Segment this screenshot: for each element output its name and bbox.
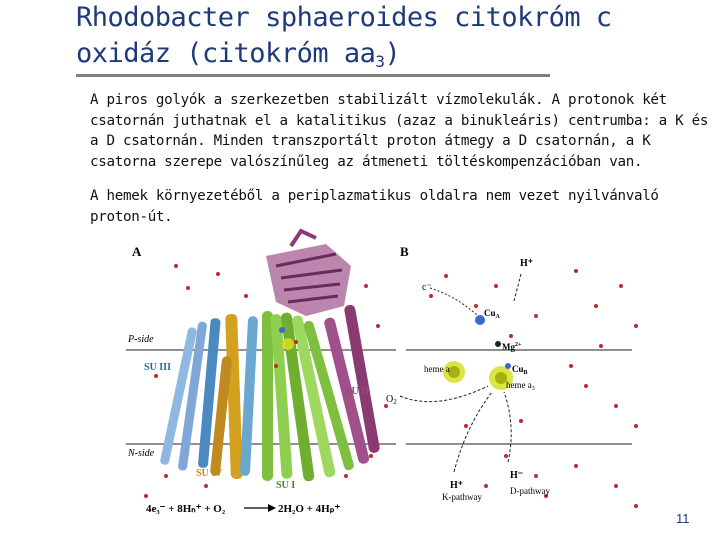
h-minus-d-label: H⁻: [510, 470, 524, 481]
h-plus-k-label: H⁺: [450, 480, 464, 491]
su3-label: SU III: [144, 362, 171, 373]
heme-a3-label: heme $a_3$: [506, 380, 535, 392]
page-number: 11: [676, 511, 690, 526]
equation-left: 4e₃⁻ + 8Hₙ⁺ + O₂: [146, 503, 226, 515]
copper-a: [279, 327, 285, 333]
cub-label: $Cu_B$: [512, 364, 528, 376]
figure-svg: [116, 226, 660, 527]
su4-label: SU IV: [196, 468, 223, 479]
paragraph-1: A piros golyók a szerkezetben stabilizált vízmolekulák. A protonok két csatornán juthatnak el a katalitikus (azaz a binukleáris) centrumba: a K és a D csatornán. Minden transzportált proton átmegy a D csatornán, a K csatorna szerepe valószínűleg az átmeneti töltéskompenzációban van.: [90, 92, 709, 170]
slide-title: [76, 0, 716, 80]
title-line-1: Rhodobacter sphaeroides citokróm c: [76, 2, 612, 33]
title-line-2-main: oxidáz (citokróm aa: [76, 38, 376, 69]
equation-right: 2H₂O + 4Hₚ⁺: [278, 503, 341, 515]
cub-center: [505, 363, 511, 369]
panel-a-label: A: [132, 244, 142, 259]
d-pathway-label: D-pathway: [510, 486, 550, 496]
title-underline: [76, 74, 550, 77]
heme-cluster-a: [282, 338, 294, 350]
h-plus-top-path: [514, 274, 521, 301]
d-pathway-line: [504, 392, 511, 462]
c-minus-label: c⁻: [422, 282, 432, 293]
mg-ion: [495, 341, 501, 347]
paragraph-2: A hemek környezetéből a periplazmatikus oldalra nem vezet nyilvánvaló proton-út.: [90, 188, 659, 225]
k-pathway-line: [454, 392, 492, 472]
su2-label: SU II: [346, 386, 370, 397]
o2-label: $O_2$: [386, 394, 397, 406]
heme-a-label: heme a: [424, 364, 450, 374]
structure-figure: [116, 226, 660, 527]
o2-path: [400, 386, 488, 402]
cua-label: $Cu_A$: [484, 308, 500, 320]
mg-label: $Mg^{2+}$: [502, 342, 522, 352]
panel-b-label: B: [400, 244, 409, 259]
n-side-label: N-side: [128, 448, 155, 459]
title-subscript: 3: [375, 52, 385, 71]
h-plus-top-label: H⁺: [520, 258, 534, 269]
equation-arrowhead: [268, 504, 276, 512]
title-line-2-end: ): [384, 38, 401, 69]
su1-label: SU I: [276, 480, 296, 491]
k-pathway-label: K-pathway: [442, 492, 482, 502]
electron-path: [430, 288, 478, 316]
su2-periplasmic-domain: [266, 231, 351, 316]
p-side-label: P-side: [128, 334, 154, 345]
